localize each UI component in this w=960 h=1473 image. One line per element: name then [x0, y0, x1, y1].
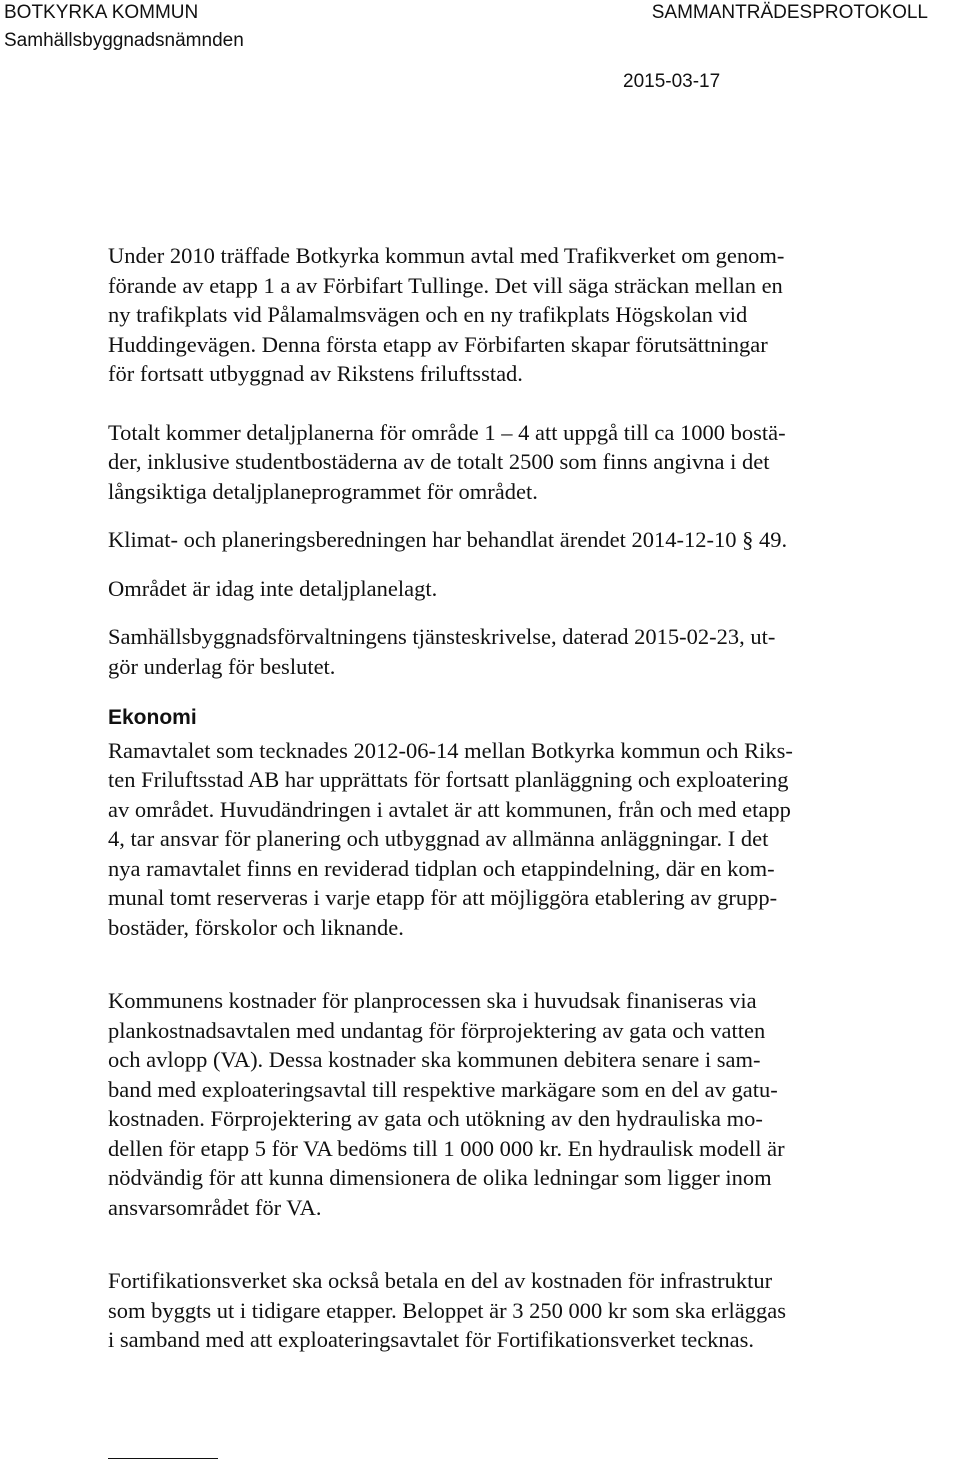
text-line: ten Friluftsstad AB har upprättats för fortsatt planläggning och exploatering — [108, 767, 789, 792]
department-name: Samhällsbyggnadsnämnden — [4, 30, 244, 51]
paragraph-zoning-status — [108, 574, 958, 604]
text-line: munal tomt reserveras i varje etapp för att möjliggöra etablering av grupp- — [108, 885, 778, 910]
paragraph-committee — [108, 525, 958, 555]
text-line: förande av etapp 1 a av Förbifart Tullinge. Det vill säga sträckan mellan en — [108, 272, 783, 298]
text-line: gör underlag för beslutet. — [108, 653, 336, 679]
text-line: der, inklusive studentbostäderna av de totalt 2500 som finns angivna i det — [108, 449, 770, 474]
text-line: plankostnadsavtalen med undantag för förprojektering av gata och vatten — [108, 1017, 766, 1043]
text-line: Totalt kommer detaljplanerna för område 1 – 4 att uppgå till ca 1000 bostä- — [108, 419, 786, 445]
paragraph-municipal-costs — [108, 986, 958, 1222]
text-line: som byggts ut i tidigare etapper. Beloppet är 3 250 000 kr som ska erläggas — [108, 1297, 786, 1323]
text-line: ansvarsområdet för VA. — [108, 1194, 322, 1220]
paragraph-framework-agreement — [108, 736, 958, 943]
text-line: långsiktiga detaljplaneprogrammet för området. — [108, 478, 538, 504]
text-line: av området. Huvudändringen i avtalet är att kommunen, från och med etapp — [108, 796, 791, 822]
footnote-separator — [108, 1458, 218, 1459]
text-line: kostnaden. Förprojektering av gata och utökning av den hydrauliska mo- — [108, 1106, 763, 1131]
text-line: nya ramavtalet finns en reviderad tidplan och etappindelning, där en kom- — [108, 855, 775, 881]
text-line: i samband med att exploateringsavtalet för Fortifikationsverket tecknas. — [108, 1327, 755, 1352]
text-line: Under 2010 träffade Botkyrka kommun avtal med Trafikverket om genom- — [108, 243, 785, 268]
text-line: Klimat- och planeringsberedningen har behandlat ärendet 2014-12-10 § 49. — [108, 527, 788, 552]
document-type: SAMMANTRÄDESPROTOKOLL — [651, 2, 928, 23]
text-line: Ramavtalet som tecknades 2012-06-14 mellan Botkyrka kommun och Riks- — [108, 737, 793, 763]
document-body — [108, 241, 958, 1355]
section-heading-economy: Ekonomi — [108, 706, 197, 729]
text-line: 4, tar ansvar för planering och utbyggnad av allmänna anläggningar. I det — [108, 826, 769, 851]
text-line: Kommunens kostnader för planprocessen ska i huvudsak finaniseras via — [108, 988, 757, 1013]
meeting-date: 2015-03-17 — [623, 71, 721, 92]
paragraph-basis — [108, 622, 958, 681]
paragraph-forbifart — [108, 241, 958, 389]
text-line: Området är idag inte detaljplanelagt. — [108, 575, 438, 601]
text-line: Fortifikationsverket ska också betala en del av kostnaden för infrastruktur — [108, 1268, 773, 1293]
text-line: dellen för etapp 5 för VA bedöms till 1 000 000 kr. En hydraulisk modell är — [108, 1135, 785, 1161]
text-line: för fortsatt utbyggnad av Rikstens friluftsstad. — [108, 361, 523, 386]
text-line: ny trafikplats vid Pålamalmsvägen och en ny trafikplats Högskolan vid — [108, 302, 748, 327]
paragraph-fortifikationsverket — [108, 1266, 958, 1355]
text-line: Huddingevägen. Denna första etapp av Förbifarten skapar förutsättningar — [108, 331, 768, 357]
text-line: bostäder, förskolor och liknande. — [108, 914, 404, 940]
text-line: Samhällsbyggnadsförvaltningens tjänsteskrivelse, daterad 2015-02-23, ut- — [108, 624, 776, 649]
text-line: nödvändig för att kunna dimensionera de olika ledningar som ligger inom — [108, 1165, 772, 1190]
paragraph-housing — [108, 418, 958, 507]
text-line: band med exploateringsavtal till respektive markägare som en del av gatu- — [108, 1076, 778, 1102]
organization-name: BOTKYRKA KOMMUN — [4, 2, 199, 23]
text-line: och avlopp (VA). Dessa kostnader ska kommunen debitera senare i sam- — [108, 1047, 761, 1072]
